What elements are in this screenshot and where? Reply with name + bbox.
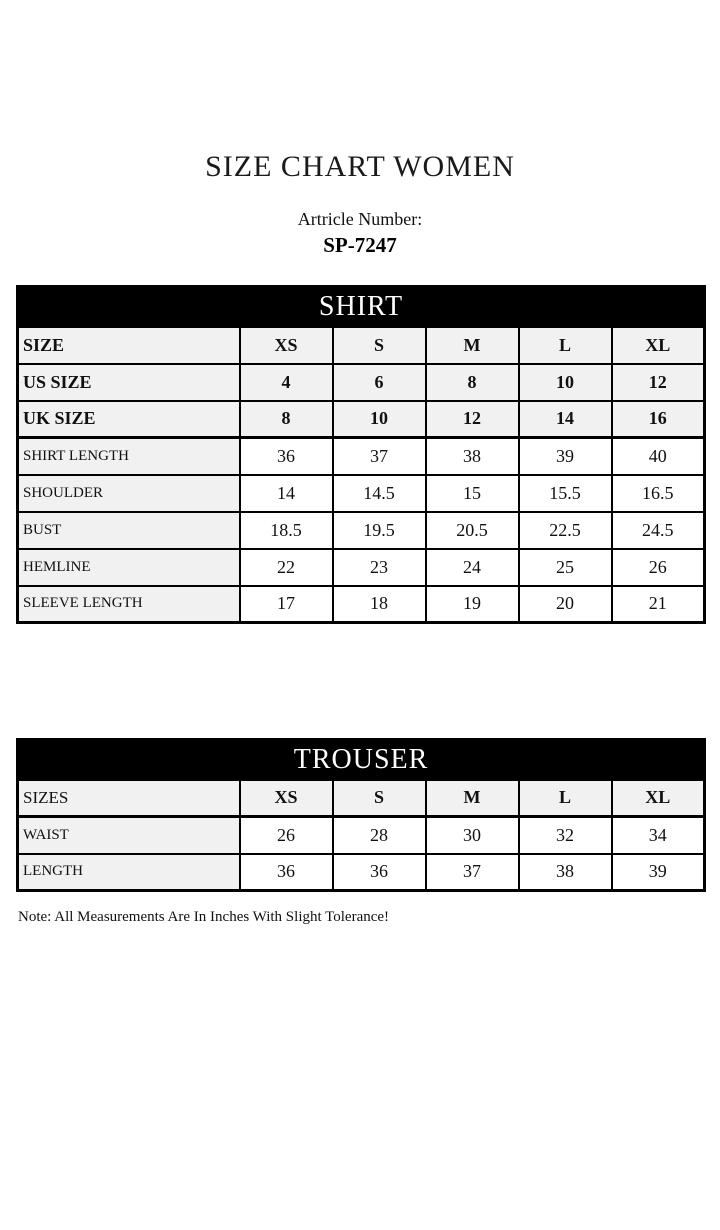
table-row-length (18, 854, 705, 891)
table-row-us-size (18, 364, 705, 401)
row-label-hemline: HEMLINE (18, 549, 240, 586)
cell-sizes-xs: XS (240, 780, 333, 817)
table-row-sizes (18, 780, 705, 817)
cell-shoulder-m: 15 (426, 475, 519, 512)
cell-shirt-length-l: 39 (519, 438, 612, 475)
cell-shirt-length-s: 37 (333, 438, 426, 475)
table-row-size (18, 327, 705, 364)
cell-length-s: 36 (333, 854, 426, 891)
cell-shirt-length-xl: 40 (612, 438, 705, 475)
cell-uk-xs: 8 (240, 401, 333, 438)
cell-shirt-length-m: 38 (426, 438, 519, 475)
cell-us-m: 8 (426, 364, 519, 401)
cell-length-m: 37 (426, 854, 519, 891)
trouser-table-title: TROUSER (18, 740, 705, 780)
trouser-title-row (18, 740, 705, 780)
cell-shoulder-s: 14.5 (333, 475, 426, 512)
table-row-hemline (18, 549, 705, 586)
cell-waist-m: 30 (426, 817, 519, 854)
cell-sleeve-m: 19 (426, 586, 519, 623)
cell-waist-xl: 34 (612, 817, 705, 854)
cell-uk-m: 12 (426, 401, 519, 438)
cell-bust-xl: 24.5 (612, 512, 705, 549)
measurement-note: Note: All Measurements Are In Inches With Slight Tolerance! (18, 909, 390, 925)
cell-bust-l: 22.5 (519, 512, 612, 549)
cell-hemline-xs: 22 (240, 549, 333, 586)
cell-sizes-m: M (426, 780, 519, 817)
row-label-sleeve-length: SLEEVE LENGTH (18, 586, 240, 623)
row-label-uk-size: UK SIZE (18, 401, 240, 438)
cell-bust-s: 19.5 (333, 512, 426, 549)
cell-sizes-l: L (519, 780, 612, 817)
size-chart-sheet (0, 150, 720, 1230)
cell-hemline-l: 25 (519, 549, 612, 586)
cell-us-s: 6 (333, 364, 426, 401)
cell-size-m: M (426, 327, 519, 364)
cell-sizes-xl: XL (612, 780, 705, 817)
cell-waist-xs: 26 (240, 817, 333, 854)
row-label-size: SIZE (18, 327, 240, 364)
cell-waist-s: 28 (333, 817, 426, 854)
row-label-shirt-length: SHIRT LENGTH (18, 438, 240, 475)
cell-bust-xs: 18.5 (240, 512, 333, 549)
shirt-title-row (18, 287, 705, 327)
cell-hemline-xl: 26 (612, 549, 705, 586)
row-label-bust: BUST (18, 512, 240, 549)
page-title: SIZE CHART WOMEN (205, 150, 515, 183)
cell-uk-s: 10 (333, 401, 426, 438)
shirt-table-title: SHIRT (18, 287, 705, 327)
cell-size-xs: XS (240, 327, 333, 364)
cell-hemline-s: 23 (333, 549, 426, 586)
table-row-shirt-length (18, 438, 705, 475)
cell-bust-m: 20.5 (426, 512, 519, 549)
cell-shoulder-xl: 16.5 (612, 475, 705, 512)
cell-length-xs: 36 (240, 854, 333, 891)
cell-size-l: L (519, 327, 612, 364)
cell-size-s: S (333, 327, 426, 364)
article-number-label: Artricle Number: (297, 209, 423, 229)
cell-length-l: 38 (519, 854, 612, 891)
cell-sizes-s: S (333, 780, 426, 817)
cell-us-l: 10 (519, 364, 612, 401)
cell-size-xl: XL (612, 327, 705, 364)
trouser-size-table (16, 738, 706, 892)
row-label-length: LENGTH (18, 854, 240, 891)
table-row-waist (18, 817, 705, 854)
table-row-sleeve-length (18, 586, 705, 623)
article-number-value: SP-7247 (323, 233, 397, 257)
table-row-shoulder (18, 475, 705, 512)
cell-sleeve-xs: 17 (240, 586, 333, 623)
cell-shirt-length-xs: 36 (240, 438, 333, 475)
table-row-uk-size (18, 401, 705, 438)
cell-uk-l: 14 (519, 401, 612, 438)
row-label-waist: WAIST (18, 817, 240, 854)
cell-hemline-m: 24 (426, 549, 519, 586)
cell-length-xl: 39 (612, 854, 705, 891)
shirt-size-table (16, 285, 706, 624)
row-label-shoulder: SHOULDER (18, 475, 240, 512)
cell-shoulder-xs: 14 (240, 475, 333, 512)
cell-sleeve-s: 18 (333, 586, 426, 623)
row-label-us-size: US SIZE (18, 364, 240, 401)
cell-us-xs: 4 (240, 364, 333, 401)
cell-us-xl: 12 (612, 364, 705, 401)
cell-shoulder-l: 15.5 (519, 475, 612, 512)
cell-sleeve-xl: 21 (612, 586, 705, 623)
cell-uk-xl: 16 (612, 401, 705, 438)
cell-sleeve-l: 20 (519, 586, 612, 623)
row-label-sizes: SIZES (18, 780, 240, 817)
table-row-bust (18, 512, 705, 549)
cell-waist-l: 32 (519, 817, 612, 854)
